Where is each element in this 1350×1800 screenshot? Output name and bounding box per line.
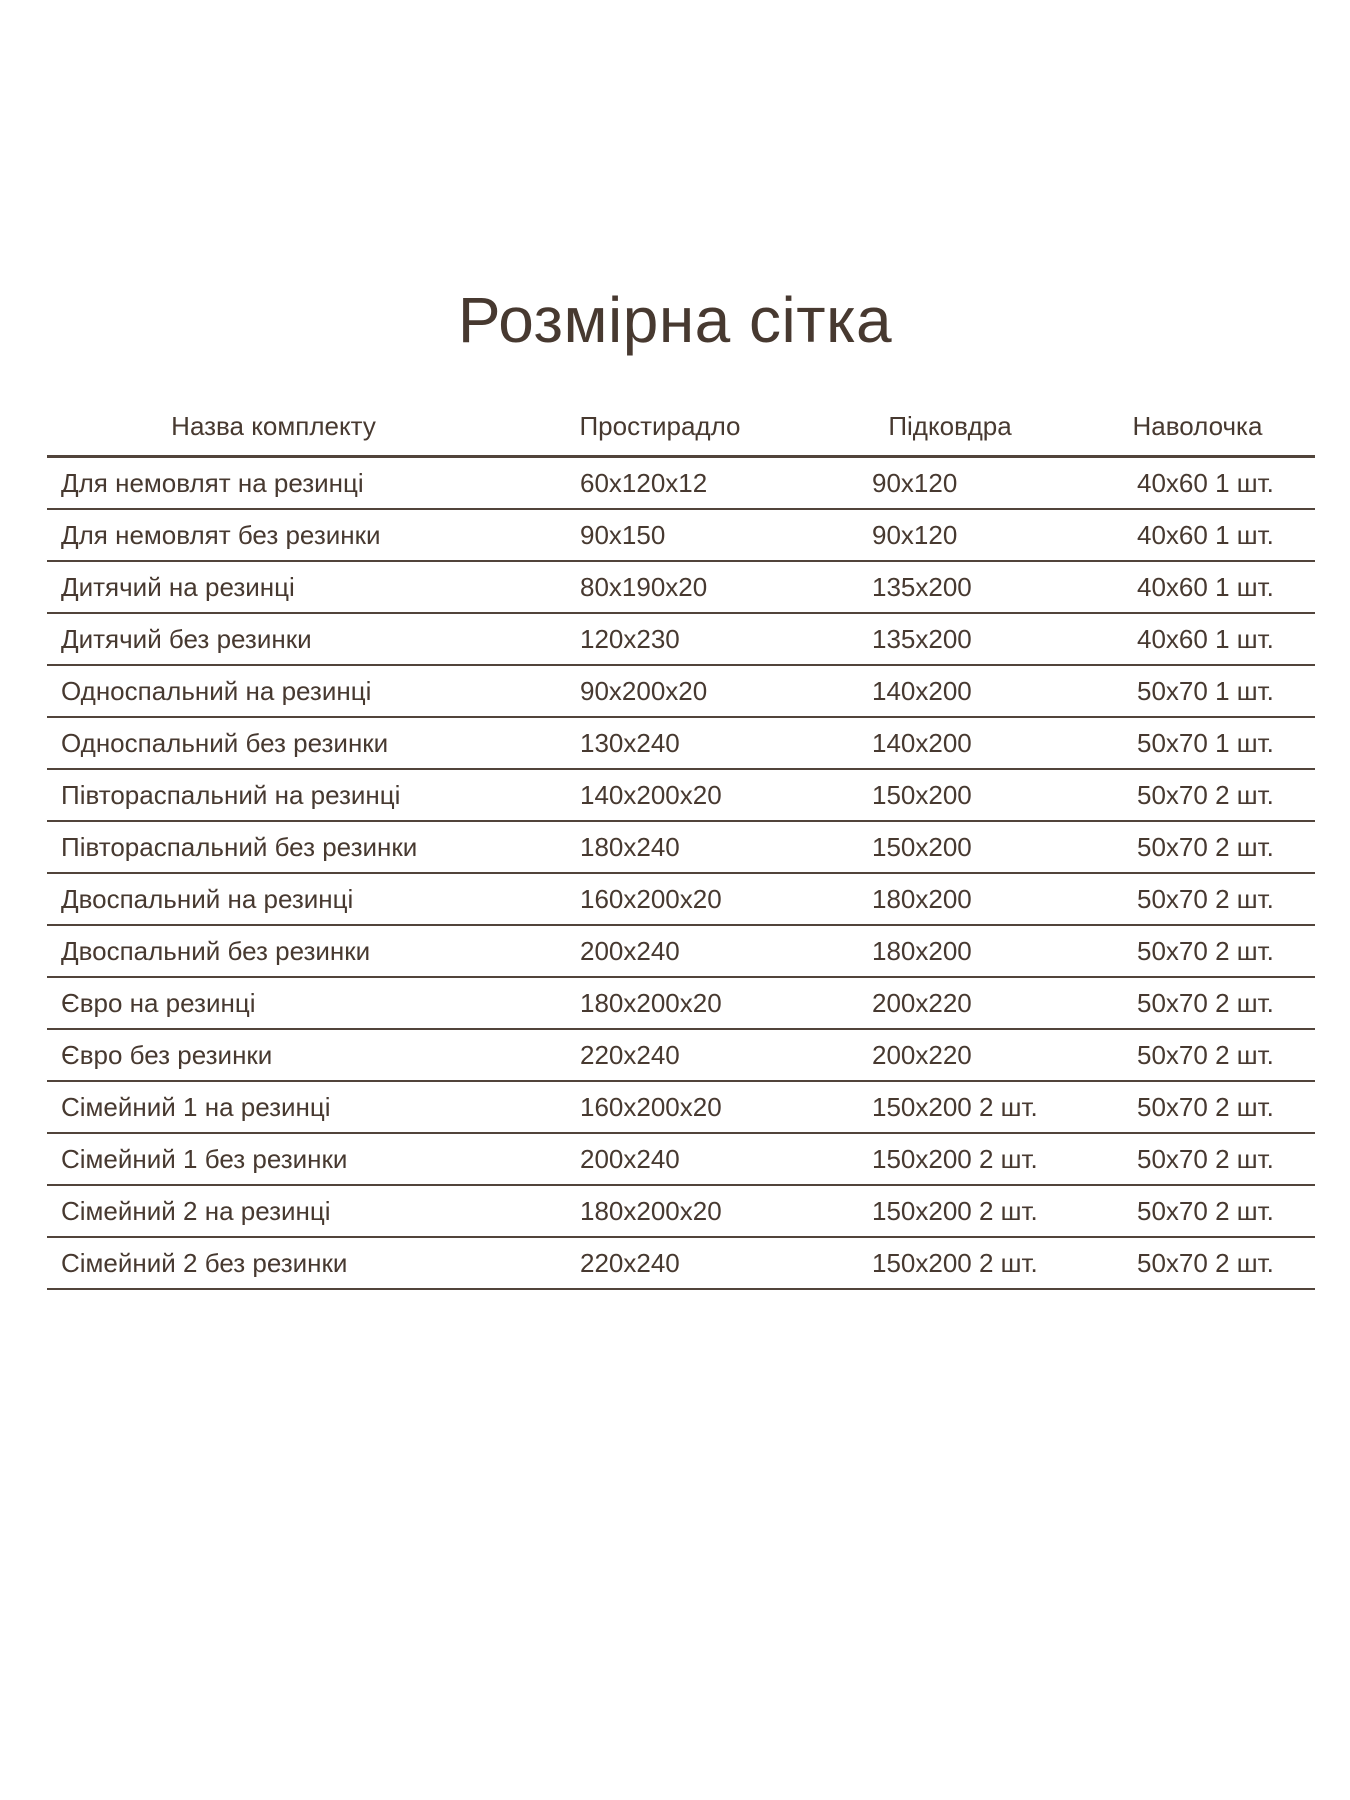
cell-duvet-cover-size: 200х220 bbox=[872, 988, 972, 1018]
cell-sheet-size: 160х200х20 bbox=[580, 884, 722, 914]
cell-set-name: Півтораспальний без резинки bbox=[61, 832, 418, 862]
cell-pillowcase-size: 40х60 1 шт. bbox=[1137, 520, 1274, 550]
cell-set-name: Дитячий на резинці bbox=[61, 572, 295, 602]
table-row bbox=[47, 718, 1315, 770]
cell-set-name: Односпальний на резинці bbox=[61, 676, 372, 706]
cell-set-name: Євро без резинки bbox=[61, 1040, 273, 1070]
table-row bbox=[47, 1186, 1315, 1238]
cell-duvet-cover-size: 90х120 bbox=[872, 520, 958, 550]
cell-sheet-size: 120х230 bbox=[580, 624, 680, 654]
cell-sheet-size: 200х240 bbox=[580, 1144, 680, 1174]
cell-pillowcase-size: 50х70 2 шт. bbox=[1137, 1092, 1274, 1122]
cell-sheet-size: 220х240 bbox=[580, 1248, 680, 1278]
column-header-set-name: Назва комплекту bbox=[171, 412, 376, 441]
table-row bbox=[47, 770, 1315, 822]
cell-sheet-size: 180х200х20 bbox=[580, 988, 722, 1018]
cell-duvet-cover-size: 180х200 bbox=[872, 936, 972, 966]
cell-sheet-size: 140х200х20 bbox=[580, 780, 722, 810]
table-row bbox=[47, 926, 1315, 978]
column-header-pillowcase: Наволочка bbox=[1132, 412, 1263, 441]
cell-pillowcase-size: 40х60 1 шт. bbox=[1137, 572, 1274, 602]
cell-set-name: Односпальний без резинки bbox=[61, 728, 389, 758]
cell-pillowcase-size: 50х70 2 шт. bbox=[1137, 1144, 1274, 1174]
table-row bbox=[47, 510, 1315, 562]
cell-pillowcase-size: 40х60 1 шт. bbox=[1137, 468, 1274, 498]
table-row bbox=[47, 614, 1315, 666]
cell-pillowcase-size: 50х70 2 шт. bbox=[1137, 1196, 1274, 1226]
cell-sheet-size: 160х200х20 bbox=[580, 1092, 722, 1122]
cell-pillowcase-size: 40х60 1 шт. bbox=[1137, 624, 1274, 654]
table-header-row bbox=[47, 392, 1315, 458]
cell-duvet-cover-size: 150х200 2 шт. bbox=[872, 1092, 1038, 1122]
table-row bbox=[47, 458, 1315, 510]
cell-duvet-cover-size: 90х120 bbox=[872, 468, 958, 498]
cell-duvet-cover-size: 150х200 2 шт. bbox=[872, 1144, 1038, 1174]
cell-duvet-cover-size: 150х200 2 шт. bbox=[872, 1196, 1038, 1226]
cell-pillowcase-size: 50х70 2 шт. bbox=[1137, 1040, 1274, 1070]
table-body bbox=[47, 458, 1315, 1290]
cell-duvet-cover-size: 150х200 bbox=[872, 832, 972, 862]
table-row bbox=[47, 1030, 1315, 1082]
cell-pillowcase-size: 50х70 1 шт. bbox=[1137, 676, 1274, 706]
cell-sheet-size: 180х240 bbox=[580, 832, 680, 862]
page-title: Розмірна сітка bbox=[457, 284, 893, 356]
cell-set-name: Дитячий без резинки bbox=[61, 624, 312, 654]
cell-set-name: Півтораспальний на резинці bbox=[61, 780, 401, 810]
cell-set-name: Сімейний 2 без резинки bbox=[61, 1248, 348, 1278]
cell-sheet-size: 90х200х20 bbox=[580, 676, 708, 706]
table-row bbox=[47, 1238, 1315, 1290]
cell-sheet-size: 180х200х20 bbox=[580, 1196, 722, 1226]
column-header-sheet: Простирадло bbox=[579, 412, 741, 441]
cell-sheet-size: 60х120х12 bbox=[580, 468, 708, 498]
cell-duvet-cover-size: 200х220 bbox=[872, 1040, 972, 1070]
cell-duvet-cover-size: 140х200 bbox=[872, 676, 972, 706]
cell-set-name: Євро на резинці bbox=[61, 988, 256, 1018]
cell-duvet-cover-size: 150х200 bbox=[872, 780, 972, 810]
cell-pillowcase-size: 50х70 2 шт. bbox=[1137, 936, 1274, 966]
cell-sheet-size: 90х150 bbox=[580, 520, 666, 550]
size-table bbox=[47, 392, 1315, 1290]
table-row bbox=[47, 562, 1315, 614]
cell-duvet-cover-size: 180х200 bbox=[872, 884, 972, 914]
cell-sheet-size: 200х240 bbox=[580, 936, 680, 966]
cell-duvet-cover-size: 135х200 bbox=[872, 572, 972, 602]
cell-set-name: Для немовлят без резинки bbox=[61, 520, 381, 550]
table-row bbox=[47, 978, 1315, 1030]
cell-pillowcase-size: 50х70 2 шт. bbox=[1137, 832, 1274, 862]
table-row bbox=[47, 1082, 1315, 1134]
table-row bbox=[47, 666, 1315, 718]
cell-set-name: Сімейний 1 без резинки bbox=[61, 1144, 348, 1174]
cell-pillowcase-size: 50х70 2 шт. bbox=[1137, 1248, 1274, 1278]
cell-pillowcase-size: 50х70 2 шт. bbox=[1137, 780, 1274, 810]
cell-duvet-cover-size: 150х200 2 шт. bbox=[872, 1248, 1038, 1278]
cell-set-name: Двоспальний на резинці bbox=[61, 884, 354, 914]
cell-sheet-size: 80х190х20 bbox=[580, 572, 708, 602]
cell-set-name: Сімейний 1 на резинці bbox=[61, 1092, 331, 1122]
cell-pillowcase-size: 50х70 2 шт. bbox=[1137, 988, 1274, 1018]
cell-duvet-cover-size: 140х200 bbox=[872, 728, 972, 758]
cell-set-name: Сімейний 2 на резинці bbox=[61, 1196, 331, 1226]
cell-sheet-size: 130х240 bbox=[580, 728, 680, 758]
table-row bbox=[47, 874, 1315, 926]
column-header-duvet-cover: Підковдра bbox=[888, 412, 1012, 441]
cell-set-name: Двоспальний без резинки bbox=[61, 936, 371, 966]
cell-set-name: Для немовлят на резинці bbox=[61, 468, 364, 498]
cell-pillowcase-size: 50х70 1 шт. bbox=[1137, 728, 1274, 758]
cell-sheet-size: 220х240 bbox=[580, 1040, 680, 1070]
cell-duvet-cover-size: 135х200 bbox=[872, 624, 972, 654]
table-row bbox=[47, 822, 1315, 874]
cell-pillowcase-size: 50х70 2 шт. bbox=[1137, 884, 1274, 914]
table-row bbox=[47, 1134, 1315, 1186]
